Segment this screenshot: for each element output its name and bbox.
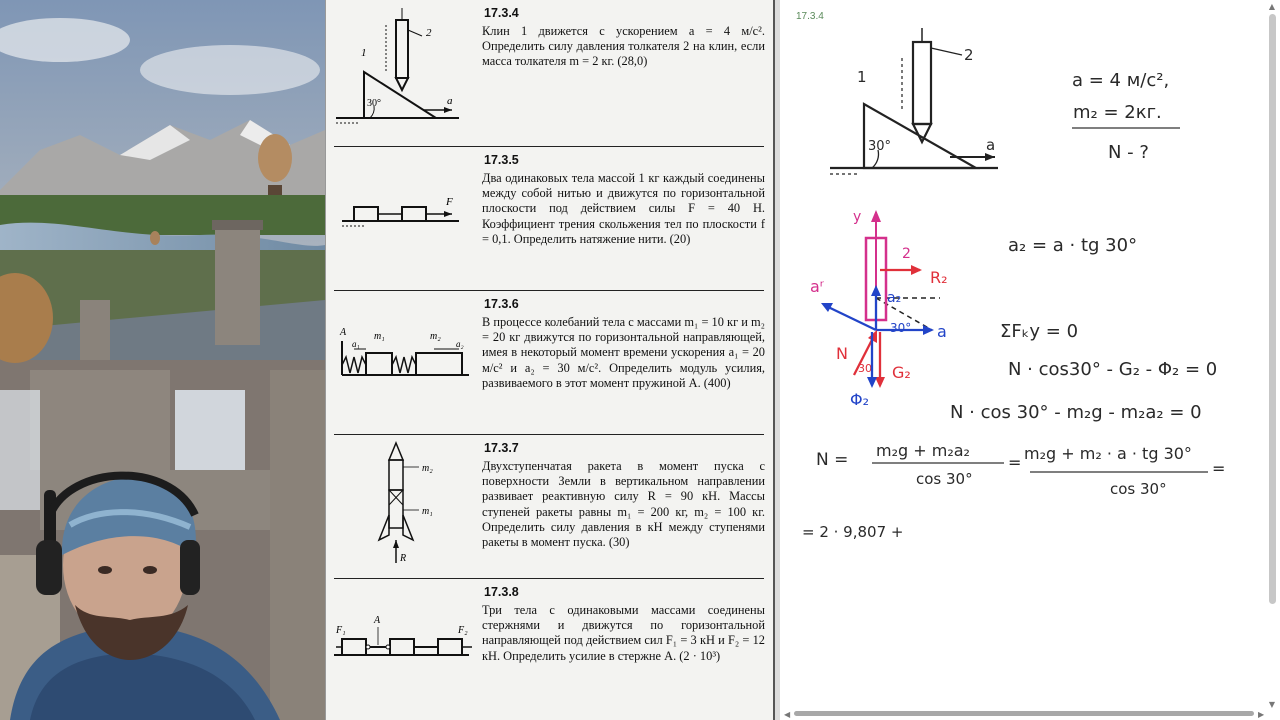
frac1-num: m₂g + m₂a₂ [876, 441, 970, 460]
label-2: 2 [426, 27, 432, 39]
eq-substituted: N · cos 30° - m₂g - m₂a₂ = 0 [950, 402, 1202, 423]
force-label: F [446, 196, 453, 208]
problem-figure [334, 579, 474, 719]
ar-label: aʳ [810, 277, 824, 296]
find-N: N - ? [1108, 142, 1149, 163]
R-label: R [400, 553, 407, 564]
whiteboard-canvas[interactable] [780, 0, 1280, 720]
m1-label: m₁ [422, 506, 433, 517]
board-figure [830, 28, 998, 174]
board-label-2: 2 [964, 46, 974, 64]
m1-label: m₁ [374, 331, 385, 342]
eq-projection: N · cos30° - G₂ - Φ₂ = 0 [1008, 359, 1218, 380]
textbook-page [325, 0, 775, 720]
problem-17-3-5 [334, 146, 764, 287]
N-vector-label: N [836, 344, 848, 363]
given-block [1072, 70, 1180, 163]
problem-17-3-8 [334, 578, 764, 720]
problem-17-3-7 [334, 434, 764, 575]
rod-A-label: A [374, 615, 381, 626]
F1-label: F₁ [336, 625, 346, 636]
problem-figure [334, 291, 474, 431]
problem-text: Клин 1 движется с ускорением a = 4 м/с². Определить силу давления толкателя 2 на клин, если масса толкателя m = 2 кг. (28,0) [482, 24, 765, 69]
eq-trailing-equals: = [1212, 459, 1226, 478]
accel-label: a [447, 95, 453, 107]
a1-label: a₁ [352, 339, 360, 349]
board-problem-tag: 17.3.4 [796, 11, 824, 22]
board-angle-label: 30° [868, 139, 892, 154]
problem-text: Двухступенчатая ракета в момент пуска с поверхности Земли в вертикальном направлении развивает реактивную силу R = 90 кН. Массы ступеней ракеты равны m₁ = 200 кг, m₂ = 100 кг. Определить силу давления в кН между ступенями ракеты в момент пуска. (30) [482, 459, 765, 550]
whiteboard-drawing [780, 0, 1280, 720]
problem-figure [334, 0, 474, 140]
problem-number: 17.3.8 [484, 585, 519, 599]
scroll-up-icon[interactable]: ▲ [1268, 2, 1275, 11]
G2-vector-label: G₂ [892, 363, 911, 382]
problem-number: 17.3.7 [484, 441, 519, 455]
vertical-scrollbar[interactable] [1269, 14, 1276, 604]
problem-17-3-4 [334, 0, 764, 142]
scroll-left-icon[interactable]: ◀ [784, 710, 791, 719]
webcam-overlay [0, 455, 290, 720]
angle-label: 30° [367, 98, 381, 109]
problem-figure [334, 435, 474, 575]
scroll-down-icon[interactable]: ▼ [1268, 700, 1275, 709]
axis-y-label: y [853, 209, 862, 225]
spring-A-label: A [340, 327, 347, 338]
R2-label: R₂ [930, 268, 948, 287]
problem-17-3-6 [334, 290, 764, 431]
frac1-den: cos 30° [916, 470, 973, 488]
horizontal-scrollbar[interactable] [794, 711, 1254, 716]
problem-number: 17.3.6 [484, 297, 519, 311]
scroll-right-icon[interactable]: ▶ [1258, 710, 1265, 719]
eq-numeric: = 2 · 9,807 + [802, 523, 904, 541]
problem-text: Два одинаковых тела массой 1 кг каждый соединены между собой нитью и движутся по горизонтальной плоскости под действием силы F = 40 Н. Коэффициент трения скольжения тел по плоскости f = 0,1. Определить натяжение нити. (20) [482, 171, 765, 246]
label-1: 1 [361, 47, 367, 59]
free-body-diagram [810, 209, 948, 409]
eq-N-formula [816, 441, 1225, 498]
Phi2-vector-label: Φ₂ [850, 390, 870, 409]
problem-number: 17.3.4 [484, 6, 519, 20]
given-a: a = 4 м/c², [1072, 70, 1170, 91]
fbd-body-label: 2 [902, 246, 911, 262]
a2-label: a₂ [456, 339, 464, 349]
m2-label: m₂ [422, 463, 433, 474]
webcam-person-image [0, 455, 290, 720]
problem-number: 17.3.5 [484, 153, 519, 167]
eq-a2: a₂ = a · tg 30° [1008, 235, 1138, 256]
problem-text: Три тела с одинаковыми массами соединены стержнями и движутся по горизонтальной направляющей под действием сил F₁ = 3 кН и F₂ = 12 кН. Определить усилие в стержне A. (2 · 10³) [482, 603, 765, 663]
a2-vector-label: a₂ [887, 290, 902, 306]
given-m: m₂ = 2кг. [1073, 102, 1162, 123]
problem-figure [334, 147, 474, 287]
m2-label: m₂ [430, 331, 441, 342]
a-vector-label: a [937, 322, 947, 341]
eq-sum-F: ΣFₖy = 0 [1000, 321, 1079, 342]
frac2-den: cos 30° [1110, 480, 1167, 498]
problem-text: В процессе колебаний тела с массами m₁ = 10 кг и m₂ = 20 кг движутся по горизонтальной направляющей, имея в некоторый момент времени ускорения a₁ = 20 м/с² и a₂ = 30 м/с². Определить модуль усилия, развиваемого в этот момент пружиной A. (400) [482, 315, 765, 390]
board-label-1: 1 [857, 68, 867, 86]
F2-label: F₂ [458, 625, 468, 636]
angle-30-N-label: 30 [858, 362, 872, 375]
eq-N-lhs: N = [816, 450, 849, 470]
frac2-num: m₂g + m₂ · a · tg 30° [1024, 444, 1192, 463]
eq-equals: = [1008, 453, 1022, 472]
board-accel-label: a [986, 136, 996, 154]
angle-30-label: 30° [890, 321, 912, 335]
